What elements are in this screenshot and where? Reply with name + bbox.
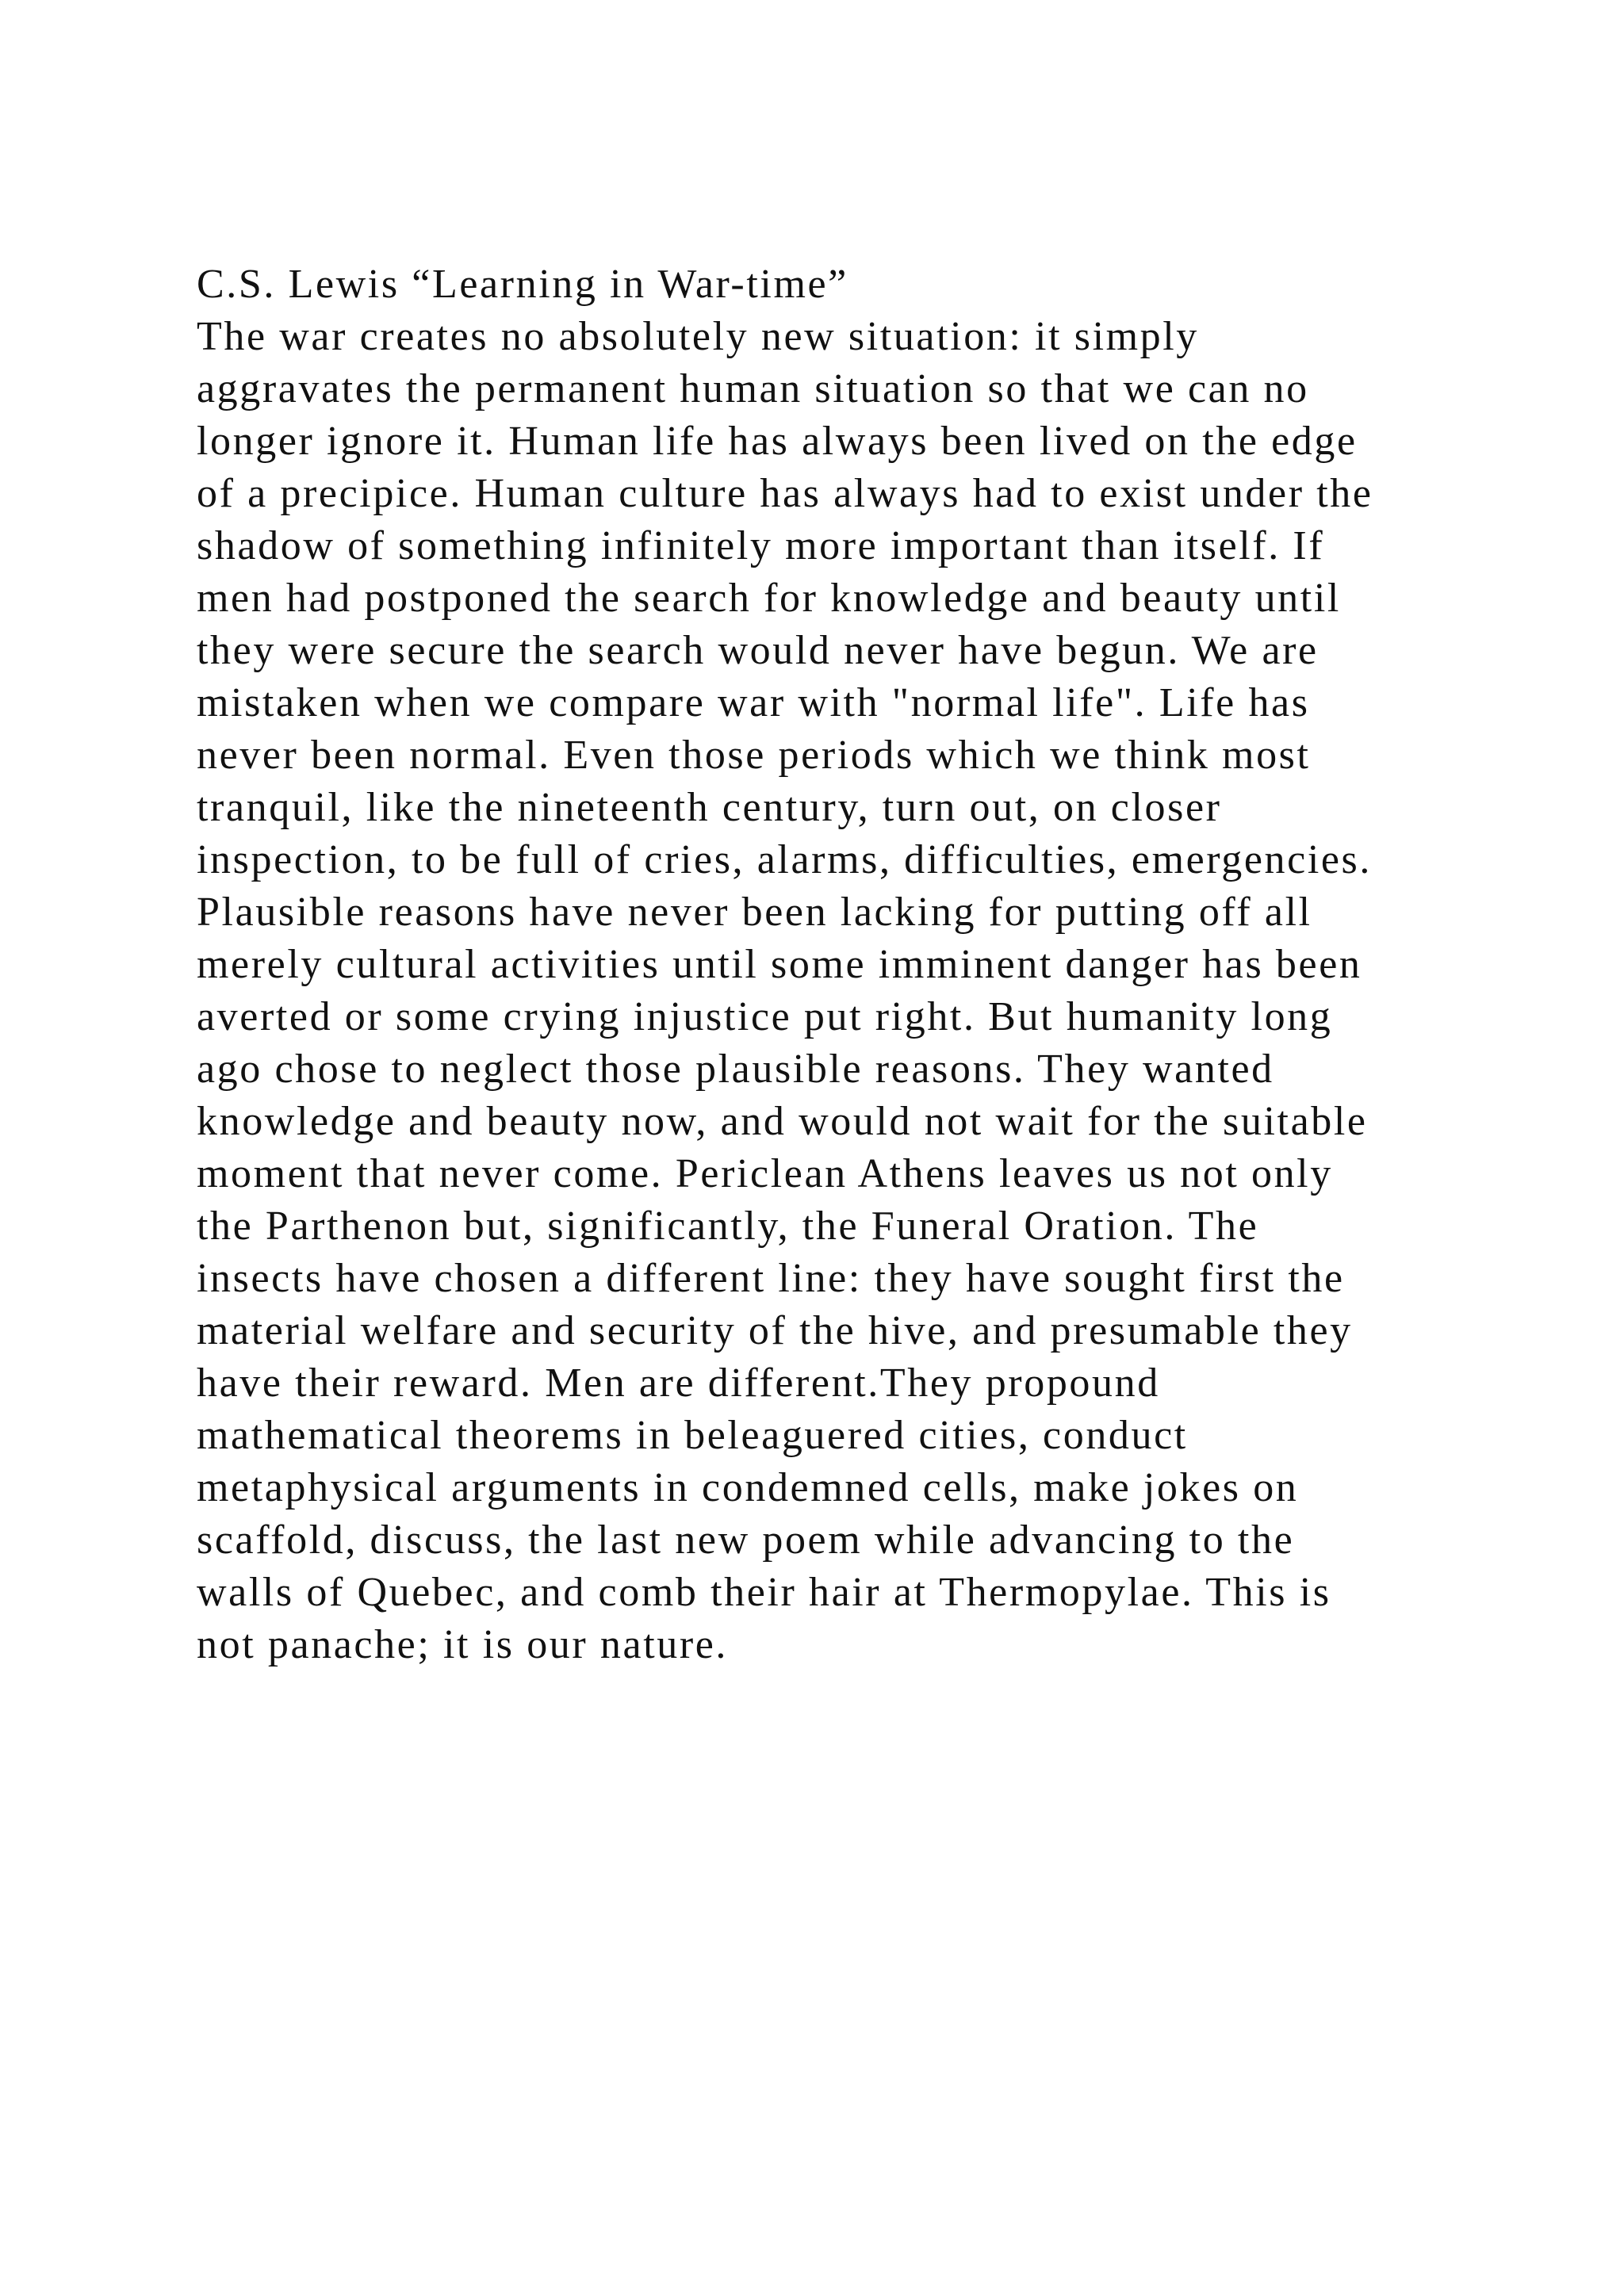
body-line: the Parthenon but, significantly, the Funeral Oration. The: [197, 1203, 1259, 1249]
body-line: scaffold, discuss, the last new poem while advancing to the: [197, 1517, 1295, 1563]
body-line: aggravates the permanent human situation so that we can no: [197, 366, 1309, 411]
body-line: of a precipice. Human culture has always had to exist under the: [197, 471, 1373, 516]
body-line: shadow of something infinitely more important than itself. If: [197, 523, 1325, 568]
body-line: moment that never come. Periclean Athens leaves us not only: [197, 1151, 1333, 1196]
body-line: mistaken when we compare war with "normal life". Life has: [197, 680, 1310, 725]
body-line: men had postponed the search for knowledge and beauty until: [197, 576, 1341, 621]
body-line: have their reward. Men are different.They propound: [197, 1360, 1160, 1406]
document-title: C.S. Lewis “Learning in War-time”: [197, 262, 848, 307]
body-line: longer ignore it. Human life has always been lived on the edge: [197, 419, 1358, 464]
body-line: material welfare and security of the hive, and presumable they: [197, 1308, 1353, 1353]
body-line: The war creates no absolutely new situation: it simply: [197, 314, 1199, 359]
body-line: merely cultural activities until some imminent danger has been: [197, 942, 1362, 987]
body-line: tranquil, like the nineteenth century, turn out, on closer: [197, 785, 1222, 830]
body-line: averted or some crying injustice put right. But humanity long: [197, 994, 1333, 1039]
body-line: knowledge and beauty now, and would not wait for the suitable: [197, 1099, 1368, 1144]
body-line: mathematical theorems in beleaguered cities, conduct: [197, 1413, 1188, 1458]
body-line: they were secure the search would never have begun. We are: [197, 628, 1319, 673]
body-line: Plausible reasons have never been lacking for putting off all: [197, 890, 1312, 935]
body-line: never been normal. Even those periods which we think most: [197, 733, 1311, 778]
body-line: metaphysical arguments in condemned cells, make jokes on: [197, 1465, 1299, 1510]
body-line: ago chose to neglect those plausible reasons. They wanted: [197, 1047, 1274, 1092]
body-line: walls of Quebec, and comb their hair at Thermopylae. This is: [197, 1570, 1331, 1615]
body-line: not panache; it is our nature.: [197, 1622, 729, 1667]
body-line: inspection, to be full of cries, alarms, difficulties, emergencies.: [197, 837, 1372, 882]
document-text: [197, 258, 1465, 1671]
body-line: insects have chosen a different line: they have sought first the: [197, 1256, 1345, 1301]
